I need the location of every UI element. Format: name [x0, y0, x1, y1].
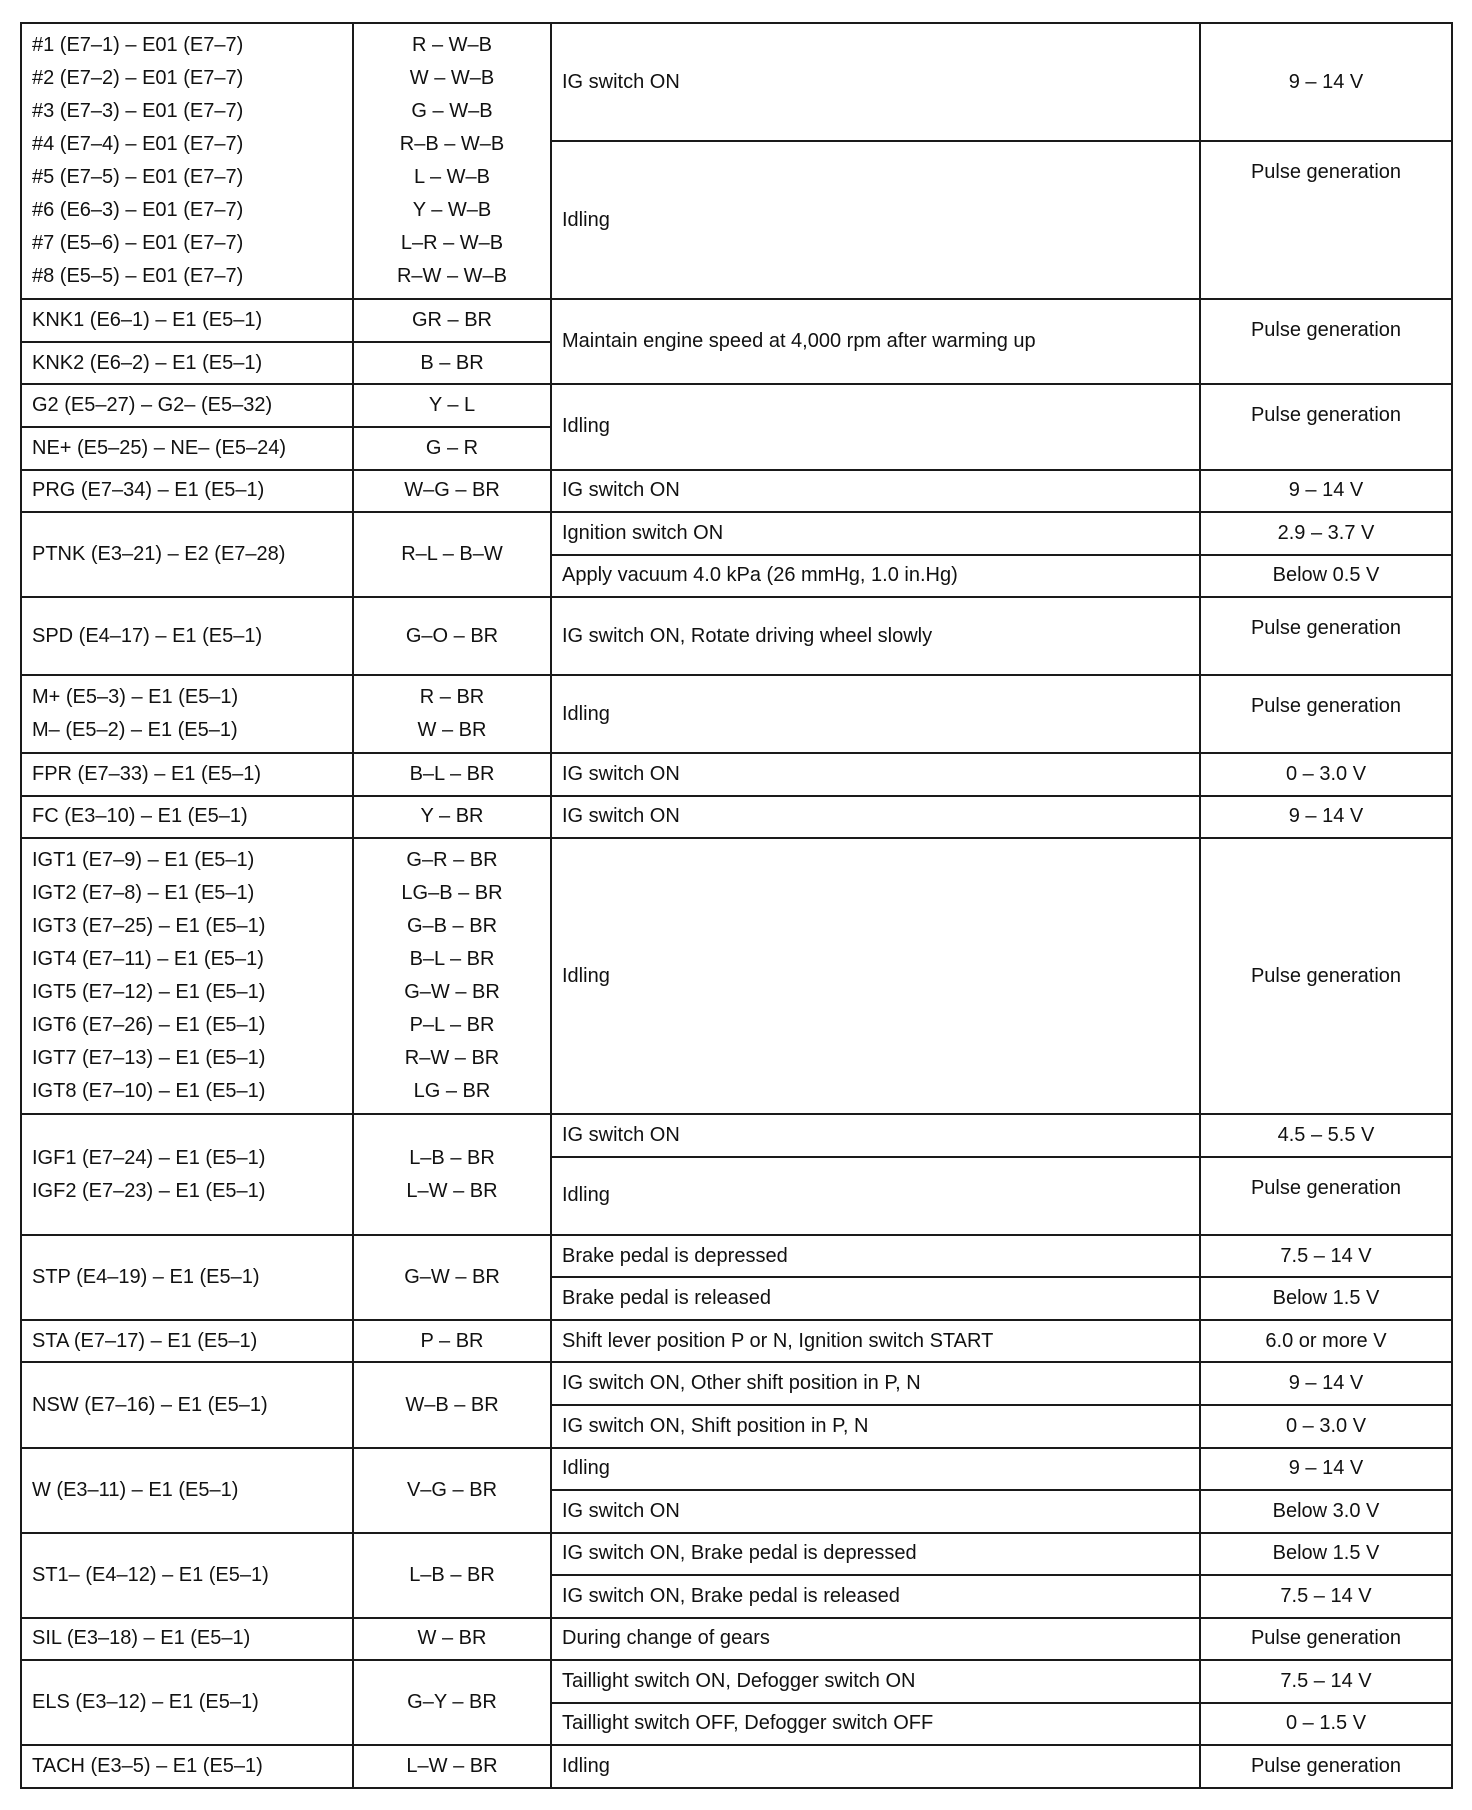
- wiring-color-label: G – W–B: [411, 100, 493, 123]
- terminal-cell: NE+ (E5–25) – NE– (E5–24): [21, 427, 353, 470]
- terminal-label: IGT3 (E7–25) – E1 (E5–1): [32, 915, 266, 938]
- specified-condition-cell: Pulse generation: [1200, 1618, 1452, 1661]
- condition-cell: IG switch ON, Shift position in P, N: [551, 1405, 1200, 1448]
- condition-cell: IG switch ON, Rotate driving wheel slowly: [551, 597, 1200, 675]
- specified-condition-cell: Pulse generation: [1200, 141, 1452, 299]
- terminal-cell: SPD (E4–17) – E1 (E5–1): [21, 597, 353, 675]
- wiring-color-label: L–R – W–B: [400, 232, 504, 255]
- specified-condition-cell: 7.5 – 14 V: [1200, 1660, 1452, 1703]
- specified-condition-cell: 7.5 – 14 V: [1200, 1575, 1452, 1618]
- table-row: [21, 838, 1452, 1114]
- specified-condition-cell: Below 1.5 V: [1200, 1533, 1452, 1576]
- table-row: [21, 1362, 1452, 1405]
- wiring-color-label: L–B – BR: [409, 1146, 495, 1169]
- specified-condition-cell: Below 3.0 V: [1200, 1490, 1452, 1533]
- condition-cell: IG switch ON, Brake pedal is depressed: [551, 1533, 1200, 1576]
- condition-cell: Idling: [551, 1157, 1200, 1235]
- wiring-color-cell: [353, 1114, 551, 1234]
- wiring-color-cell: W – BR: [353, 1618, 551, 1661]
- specified-condition-cell: 2.9 – 3.7 V: [1200, 512, 1452, 555]
- terminal-cell: ELS (E3–12) – E1 (E5–1): [21, 1660, 353, 1745]
- table-row: [21, 1114, 1452, 1157]
- condition-cell: IG switch ON: [551, 1114, 1200, 1157]
- table-row: [21, 1448, 1452, 1491]
- table-row: [21, 796, 1452, 839]
- terminal-cell: TACH (E3–5) – E1 (E5–1): [21, 1745, 353, 1788]
- terminal-cell: PRG (E7–34) – E1 (E5–1): [21, 470, 353, 513]
- specified-condition-cell: 4.5 – 5.5 V: [1200, 1114, 1452, 1157]
- table-row: [21, 1618, 1452, 1661]
- specified-condition-cell: Pulse generation: [1200, 1157, 1452, 1235]
- table-row: [21, 512, 1452, 555]
- terminal-label: #6 (E6–3) – E01 (E7–7): [32, 199, 244, 222]
- wiring-color-label: G–B – BR: [406, 915, 498, 938]
- wiring-color-cell: GR – BR: [353, 299, 551, 342]
- wiring-color-label: R – W–B: [411, 34, 493, 57]
- condition-cell: Brake pedal is depressed: [551, 1235, 1200, 1278]
- wiring-color-cell: B–L – BR: [353, 753, 551, 796]
- terminal-label: IGT2 (E7–8) – E1 (E5–1): [32, 882, 255, 905]
- table-row: [21, 384, 1452, 427]
- condition-cell: IG switch ON: [551, 470, 1200, 513]
- table-row: [21, 1745, 1452, 1788]
- condition-cell: Apply vacuum 4.0 kPa (26 mmHg, 1.0 in.Hg): [551, 555, 1200, 598]
- condition-cell: Idling: [551, 384, 1200, 469]
- terminal-label: IGT8 (E7–10) – E1 (E5–1): [32, 1080, 266, 1103]
- specified-condition-cell: 7.5 – 14 V: [1200, 1235, 1452, 1278]
- terminal-cell: STP (E4–19) – E1 (E5–1): [21, 1235, 353, 1320]
- condition-cell: Brake pedal is released: [551, 1277, 1200, 1320]
- condition-cell: IG switch ON, Brake pedal is released: [551, 1575, 1200, 1618]
- wiring-color-cell: P – BR: [353, 1320, 551, 1363]
- wiring-color-label: P–L – BR: [409, 1014, 495, 1037]
- wiring-color-cell: B – BR: [353, 342, 551, 385]
- wiring-color-label: R–B – W–B: [399, 133, 505, 156]
- wiring-color-label: Y – W–B: [412, 199, 492, 222]
- terminal-label: #7 (E5–6) – E01 (E7–7): [32, 232, 244, 255]
- wiring-color-cell: Y – BR: [353, 796, 551, 839]
- wiring-color-cell: [353, 675, 551, 753]
- wiring-color-label: W – W–B: [409, 67, 495, 90]
- terminal-cell: KNK1 (E6–1) – E1 (E5–1): [21, 299, 353, 342]
- terminal-cell: ST1– (E4–12) – E1 (E5–1): [21, 1533, 353, 1618]
- terminal-label: IGT4 (E7–11) – E1 (E5–1): [32, 948, 264, 971]
- terminal-label: IGF2 (E7–23) – E1 (E5–1): [32, 1179, 266, 1202]
- wiring-color-cell: L–B – BR: [353, 1533, 551, 1618]
- specified-condition-cell: 0 – 1.5 V: [1200, 1703, 1452, 1746]
- wiring-color-label: L – W–B: [414, 166, 490, 189]
- terminal-cell: W (E3–11) – E1 (E5–1): [21, 1448, 353, 1533]
- condition-cell: During change of gears: [551, 1618, 1200, 1661]
- terminal-cell: NSW (E7–16) – E1 (E5–1): [21, 1362, 353, 1447]
- table-row: [21, 597, 1452, 675]
- terminal-cell: FPR (E7–33) – E1 (E5–1): [21, 753, 353, 796]
- condition-cell: Idling: [551, 141, 1200, 299]
- terminal-label: M– (E5–2) – E1 (E5–1): [32, 719, 238, 741]
- condition-cell: Ignition switch ON: [551, 512, 1200, 555]
- specified-condition-cell: Pulse generation: [1200, 299, 1452, 384]
- terminal-cell: SIL (E3–18) – E1 (E5–1): [21, 1618, 353, 1661]
- terminal-cell: STA (E7–17) – E1 (E5–1): [21, 1320, 353, 1363]
- table-row: [21, 299, 1452, 342]
- terminal-label: #5 (E7–5) – E01 (E7–7): [32, 166, 244, 189]
- table-row: [21, 753, 1452, 796]
- specified-condition-cell: Below 0.5 V: [1200, 555, 1452, 598]
- wiring-color-label: G–R – BR: [406, 849, 498, 872]
- terminal-label: #1 (E7–1) – E01 (E7–7): [32, 34, 244, 57]
- specified-condition-cell: 9 – 14 V: [1200, 23, 1452, 141]
- wiring-color-label: G–W – BR: [404, 981, 500, 1004]
- wiring-color-cell: L–W – BR: [353, 1745, 551, 1788]
- terminal-cell: [21, 1114, 353, 1234]
- terminal-label: IGF1 (E7–24) – E1 (E5–1): [32, 1146, 266, 1169]
- terminal-label: #4 (E7–4) – E01 (E7–7): [32, 133, 244, 156]
- specified-condition-cell: 9 – 14 V: [1200, 796, 1452, 839]
- terminal-label: IGT1 (E7–9) – E1 (E5–1): [32, 849, 255, 872]
- terminal-cell: KNK2 (E6–2) – E1 (E5–1): [21, 342, 353, 385]
- condition-cell: IG switch ON: [551, 23, 1200, 141]
- specified-condition-cell: Pulse generation: [1200, 597, 1452, 675]
- condition-cell: IG switch ON, Other shift position in P, N: [551, 1362, 1200, 1405]
- terminal-label: #3 (E7–3) – E01 (E7–7): [32, 100, 244, 123]
- wiring-color-cell: [353, 23, 551, 299]
- table-row: [21, 1320, 1452, 1363]
- condition-cell: IG switch ON: [551, 1490, 1200, 1533]
- wiring-color-label: LG–B – BR: [401, 882, 503, 905]
- specified-condition-cell: 0 – 3.0 V: [1200, 1405, 1452, 1448]
- terminal-cell: G2 (E5–27) – G2– (E5–32): [21, 384, 353, 427]
- terminal-cell: FC (E3–10) – E1 (E5–1): [21, 796, 353, 839]
- terminal-label: #2 (E7–2) – E01 (E7–7): [32, 67, 244, 90]
- terminal-cell: [21, 23, 353, 299]
- table-row: [21, 1660, 1452, 1703]
- specified-condition-cell: Pulse generation: [1200, 384, 1452, 469]
- condition-cell: Idling: [551, 838, 1200, 1114]
- condition-cell: IG switch ON: [551, 753, 1200, 796]
- wiring-color-label: R–W – BR: [404, 1047, 500, 1070]
- wiring-color-cell: G–Y – BR: [353, 1660, 551, 1745]
- wiring-color-cell: [353, 838, 551, 1114]
- specified-condition-cell: 0 – 3.0 V: [1200, 753, 1452, 796]
- wiring-color-cell: W–B – BR: [353, 1362, 551, 1447]
- table-row: [21, 23, 1452, 141]
- condition-cell: Idling: [551, 1745, 1200, 1788]
- wiring-color-cell: W–G – BR: [353, 470, 551, 513]
- terminal-label: M+ (E5–3) – E1 (E5–1): [32, 686, 239, 708]
- wiring-color-label: W – BR: [417, 719, 487, 741]
- condition-cell: Taillight switch OFF, Defogger switch OFF: [551, 1703, 1200, 1746]
- specified-condition-cell: 9 – 14 V: [1200, 470, 1452, 513]
- terminal-cell: [21, 675, 353, 753]
- terminal-label: IGT6 (E7–26) – E1 (E5–1): [32, 1014, 266, 1037]
- wiring-color-label: R – BR: [419, 686, 485, 708]
- specified-condition-cell: Below 1.5 V: [1200, 1277, 1452, 1320]
- wiring-color-cell: G – R: [353, 427, 551, 470]
- wiring-color-label: LG – BR: [413, 1080, 491, 1103]
- specified-condition-cell: 9 – 14 V: [1200, 1448, 1452, 1491]
- terminal-label: #8 (E5–5) – E01 (E7–7): [32, 265, 244, 288]
- wiring-color-label: B–L – BR: [409, 948, 495, 971]
- table-row: [21, 675, 1452, 753]
- condition-cell: Shift lever position P or N, Ignition switch START: [551, 1320, 1200, 1363]
- condition-cell: Maintain engine speed at 4,000 rpm after warming up: [551, 299, 1200, 384]
- wiring-color-cell: R–L – B–W: [353, 512, 551, 597]
- wiring-color-cell: Y – L: [353, 384, 551, 427]
- terminal-cell: PTNK (E3–21) – E2 (E7–28): [21, 512, 353, 597]
- wiring-color-cell: V–G – BR: [353, 1448, 551, 1533]
- condition-cell: Idling: [551, 1448, 1200, 1491]
- wiring-color-label: R–W – W–B: [396, 265, 508, 288]
- wiring-color-label: L–W – BR: [406, 1179, 498, 1202]
- specified-condition-cell: Pulse generation: [1200, 838, 1452, 1114]
- specified-condition-cell: 9 – 14 V: [1200, 1362, 1452, 1405]
- wiring-color-cell: G–O – BR: [353, 597, 551, 675]
- wiring-color-cell: G–W – BR: [353, 1235, 551, 1320]
- terminal-cell: [21, 838, 353, 1114]
- condition-cell: Taillight switch ON, Defogger switch ON: [551, 1660, 1200, 1703]
- table-row: [21, 1235, 1452, 1278]
- terminal-label: IGT5 (E7–12) – E1 (E5–1): [32, 981, 266, 1004]
- table-row: [21, 1533, 1452, 1576]
- condition-cell: IG switch ON: [551, 796, 1200, 839]
- terminal-inspection-table: [20, 22, 1453, 1789]
- specified-condition-cell: Pulse generation: [1200, 675, 1452, 753]
- specified-condition-cell: Pulse generation: [1200, 1745, 1452, 1788]
- specified-condition-cell: 6.0 or more V: [1200, 1320, 1452, 1363]
- terminal-label: IGT7 (E7–13) – E1 (E5–1): [32, 1047, 266, 1070]
- table-row: [21, 470, 1452, 513]
- condition-cell: Idling: [551, 675, 1200, 753]
